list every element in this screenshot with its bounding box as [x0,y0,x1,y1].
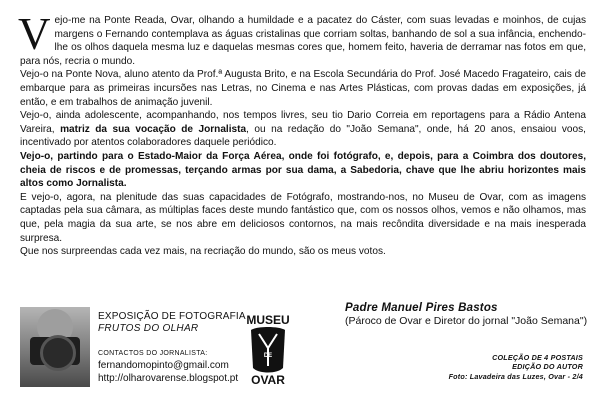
paragraph-1-text: ejo-me na Ponte Reada, Ovar, olhando a humildade e a pacatez do Cáster, com suas levadas e moinhos, de cujas margens o Fernando contemplava as águas cristalinas que corriam soltas, banhando de sol a sua infância, enchendo-lhe os olhos daquela mesma luz e daquelas mesmas cores que, homem feito, haveria de derramar nas fotos em que, para nós, recria o mundo. [20,15,586,67]
edition-note: EDIÇÃO DO AUTOR [512,362,583,372]
museum-logo [243,308,293,390]
contacts-label: CONTACTOS DO JORNALISTA: [98,350,208,357]
footer-credits [449,353,583,381]
paragraph-2: Vejo-o na Ponte Nova, aluno atento da Prof.ª Augusta Brito, e na Escola Secundária do Prof. José Macedo Fragateiro, cais de embarque para as primeiras incursões nas Letras, no Cinema e nas Artes Plásticas, com provas dadas em exposições, já então, e em trabalhos de animação juvenil. [20,69,586,108]
museum-logo-bottom: OVAR [251,373,285,387]
contacts-block [98,348,238,385]
exhibition-title [98,311,246,335]
paragraph-4: Vejo-o, partindo para o Estado-Maior da Força Aérea, onde foi fotógrafo, e, depois, para a Coimbra dos doutores, cheia de riscos e de promessas, terçando armas por sua dama, a Sabedoria, chave que lhe abriu horizontes mais altos como Jornalista. [20,150,586,190]
article-text [18,9,586,259]
exhibition-label: EXPOSIÇÃO DE FOTOGRAFIA [98,311,246,322]
paragraph-3-bold: matriz da sua vocação de Jornalista [60,123,247,135]
contact-blog: http://olharovarense.blogspot.pt [98,372,239,384]
paragraph-1 [18,9,586,68]
author-role: (Pároco de Ovar e Diretor do jornal "João Semana") [345,315,588,327]
museum-logo-top: MUSEU [246,313,290,327]
paragraph-5: E vejo-o, agora, na plenitude das suas capacidades de Fotógrafo, mostrando-nos, no Museu de Ovar, com as imagens captadas pela sua câmara, as múltiplas faces deste mundo fantástico que, com os nossos olhos, vemos e não olhamos, mas que, pela magia da sua arte, se nos abre em deliciosos contornos, na mais recôndita diversidade e na mais inesperada surpresa. [20,191,586,244]
contact-email: fernandomopinto@gmail.com [98,360,229,372]
paragraph-3 [20,109,586,150]
author-name: Padre Manuel Pires Bastos [345,302,498,314]
exhibition-name: FRUTOS DO OLHAR [98,323,199,334]
signature [345,302,587,328]
museum-logo-mid: DE [263,353,273,359]
paragraph-3-end: , ou na redação do "João Semana", onde, há 20 anos, ensaiou voos, incentivado por atentos colaboradores daquele periódico. [20,123,586,149]
photo-credit: Foto: Lavadeira das Luzes, Ovar - 2/4 [448,371,583,381]
drop-cap: V [18,9,51,59]
paragraph-6: Que nos surpreendas cada vez mais, na recriação do mundo, são os meus votos. [20,246,386,258]
photographer-photo [20,307,90,387]
paragraph-3-start: Vejo-o, ainda adolescente, acompanhando, nos tempos livres, seu tio Dario Correia em reportagens para a Rádio Antena Vareira, [20,110,586,135]
collection-note: COLEÇÃO DE 4 POSTAIS [492,353,583,362]
